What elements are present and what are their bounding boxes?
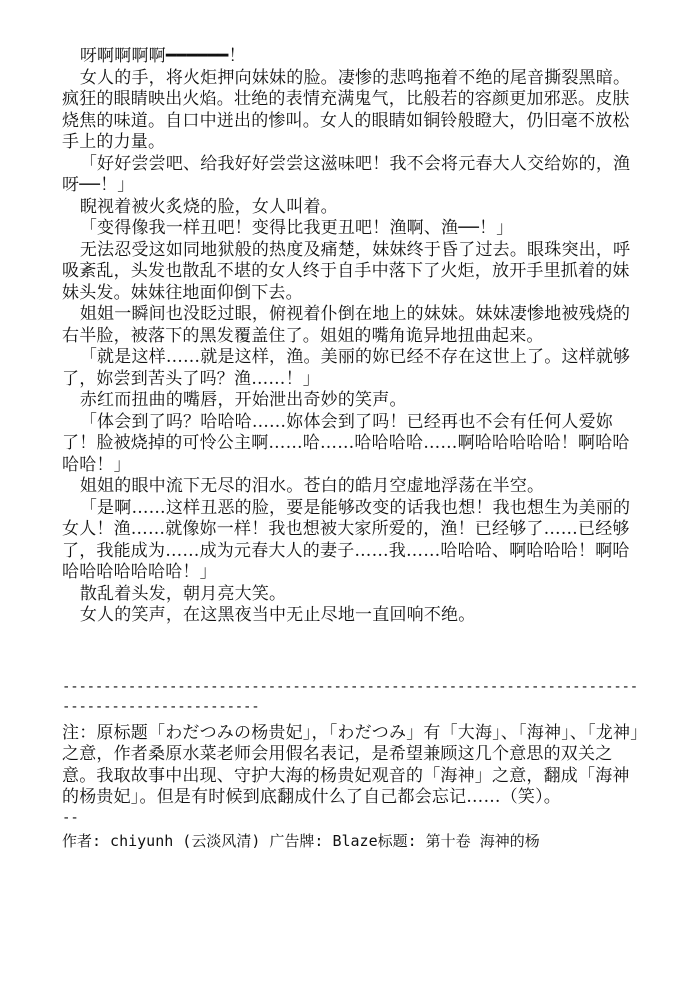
post-footer-metadata: 作者: chiyunh (云淡风清) 广告牌: Blaze标题: 第十卷 海神的杨 xyxy=(62,831,540,850)
story-paragraph: 女人的手，将火炬押向妹妹的脸。凄惨的悲鸣拖着不绝的尾音撕裂黑暗。疯狂的眼睛映出火焰。壮绝的表情充满鬼气，比般若的容颜更加邪恶。皮肤烧焦的味道。自口中迸出的惨叫。女人的眼睛如铜铃般瞪大，仍旧毫不放松手上的力量。 xyxy=(62,67,631,152)
story-paragraph: 赤红而扭曲的嘴唇，开始泄出奇妙的笑声。 xyxy=(79,390,407,410)
section-divider: ---------------------------------------------------------------------------------------------- xyxy=(62,678,639,715)
story-paragraph: 女人的笑声，在这黑夜当中无止尽地一直回响不绝。 xyxy=(79,605,476,625)
story-paragraph: 无法忍受这如同地狱般的热度及痛楚，妹妹终于昏了过去。眼珠突出，呼吸紊乱，头发也散乱不堪的女人终于自手中落下了火炬，放开手里抓着的妹妹头发。妹妹往地面仰倒下去。 xyxy=(62,239,631,303)
story-paragraph: 呀啊啊啊啊━━━━━━！ xyxy=(79,46,246,66)
document-page xyxy=(62,46,640,852)
story-paragraph: 「变得像我一样丑吧！变得比我更丑吧！渔啊、渔──！」 xyxy=(79,218,514,238)
story-paragraph: 「就是这样……就是这样，渔。美丽的妳已经不存在这世上了。这样就够了，妳尝到苦头了吗？渔……！」 xyxy=(62,347,631,389)
story-paragraph: 睨视着被火炙烧的脸，女人叫着。 xyxy=(79,196,338,217)
story-paragraph: 「体会到了吗？哈哈哈……妳体会到了吗！已经再也不会有任何人爱妳了！脸被烧掉的可怜公主啊……哈……哈哈哈哈……啊哈哈哈哈哈！啊哈哈哈哈！」 xyxy=(62,411,630,475)
story-paragraph: 散乱着头发，朝月亮大笑。 xyxy=(79,583,287,604)
section-gap xyxy=(62,627,640,677)
story-paragraph: 「是啊……这样丑恶的脸，要是能够改变的话我也想！我也想生为美丽的女人！渔……就像妳一样！我也想被大家所爱的，渔！已经够了……已经够了，我能成为……成为元春大人的妻子……我……哈哈哈、啊哈哈哈！啊哈哈哈哈哈哈哈哈！」 xyxy=(62,497,631,582)
note-end-mark: -- xyxy=(62,809,79,826)
story-body xyxy=(62,46,640,627)
story-paragraph: 「好好尝尝吧、给我好好尝尝这滋味吧！我不会将元春大人交给妳的，渔呀──！」 xyxy=(62,153,631,195)
story-paragraph: 姐姐的眼中流下无尽的泪水。苍白的皓月空虚地浮荡在半空。 xyxy=(79,476,545,496)
translator-note: 注：原标题「わだつみの杨贵妃」，「わだつみ」有「大海」、「海神」、「龙神」之意，作者桑原水菜老师会用假名表记，是希望兼顾这几个意思的双关之意。我取故事中出现、守护大海的杨贵妃观音的「海神」之意，翻成「海神的杨贵妃」。但是有时候到底翻成什么了自己都会忘记……（笑）。 xyxy=(62,722,639,807)
story-paragraph: 姐姐一瞬间也没眨过眼，俯视着仆倒在地上的妹妹。妹妹凄惨地被残烧的右半脸，被落下的黑发覆盖住了。姐姐的嘴角诡异地扭曲起来。 xyxy=(62,304,631,346)
